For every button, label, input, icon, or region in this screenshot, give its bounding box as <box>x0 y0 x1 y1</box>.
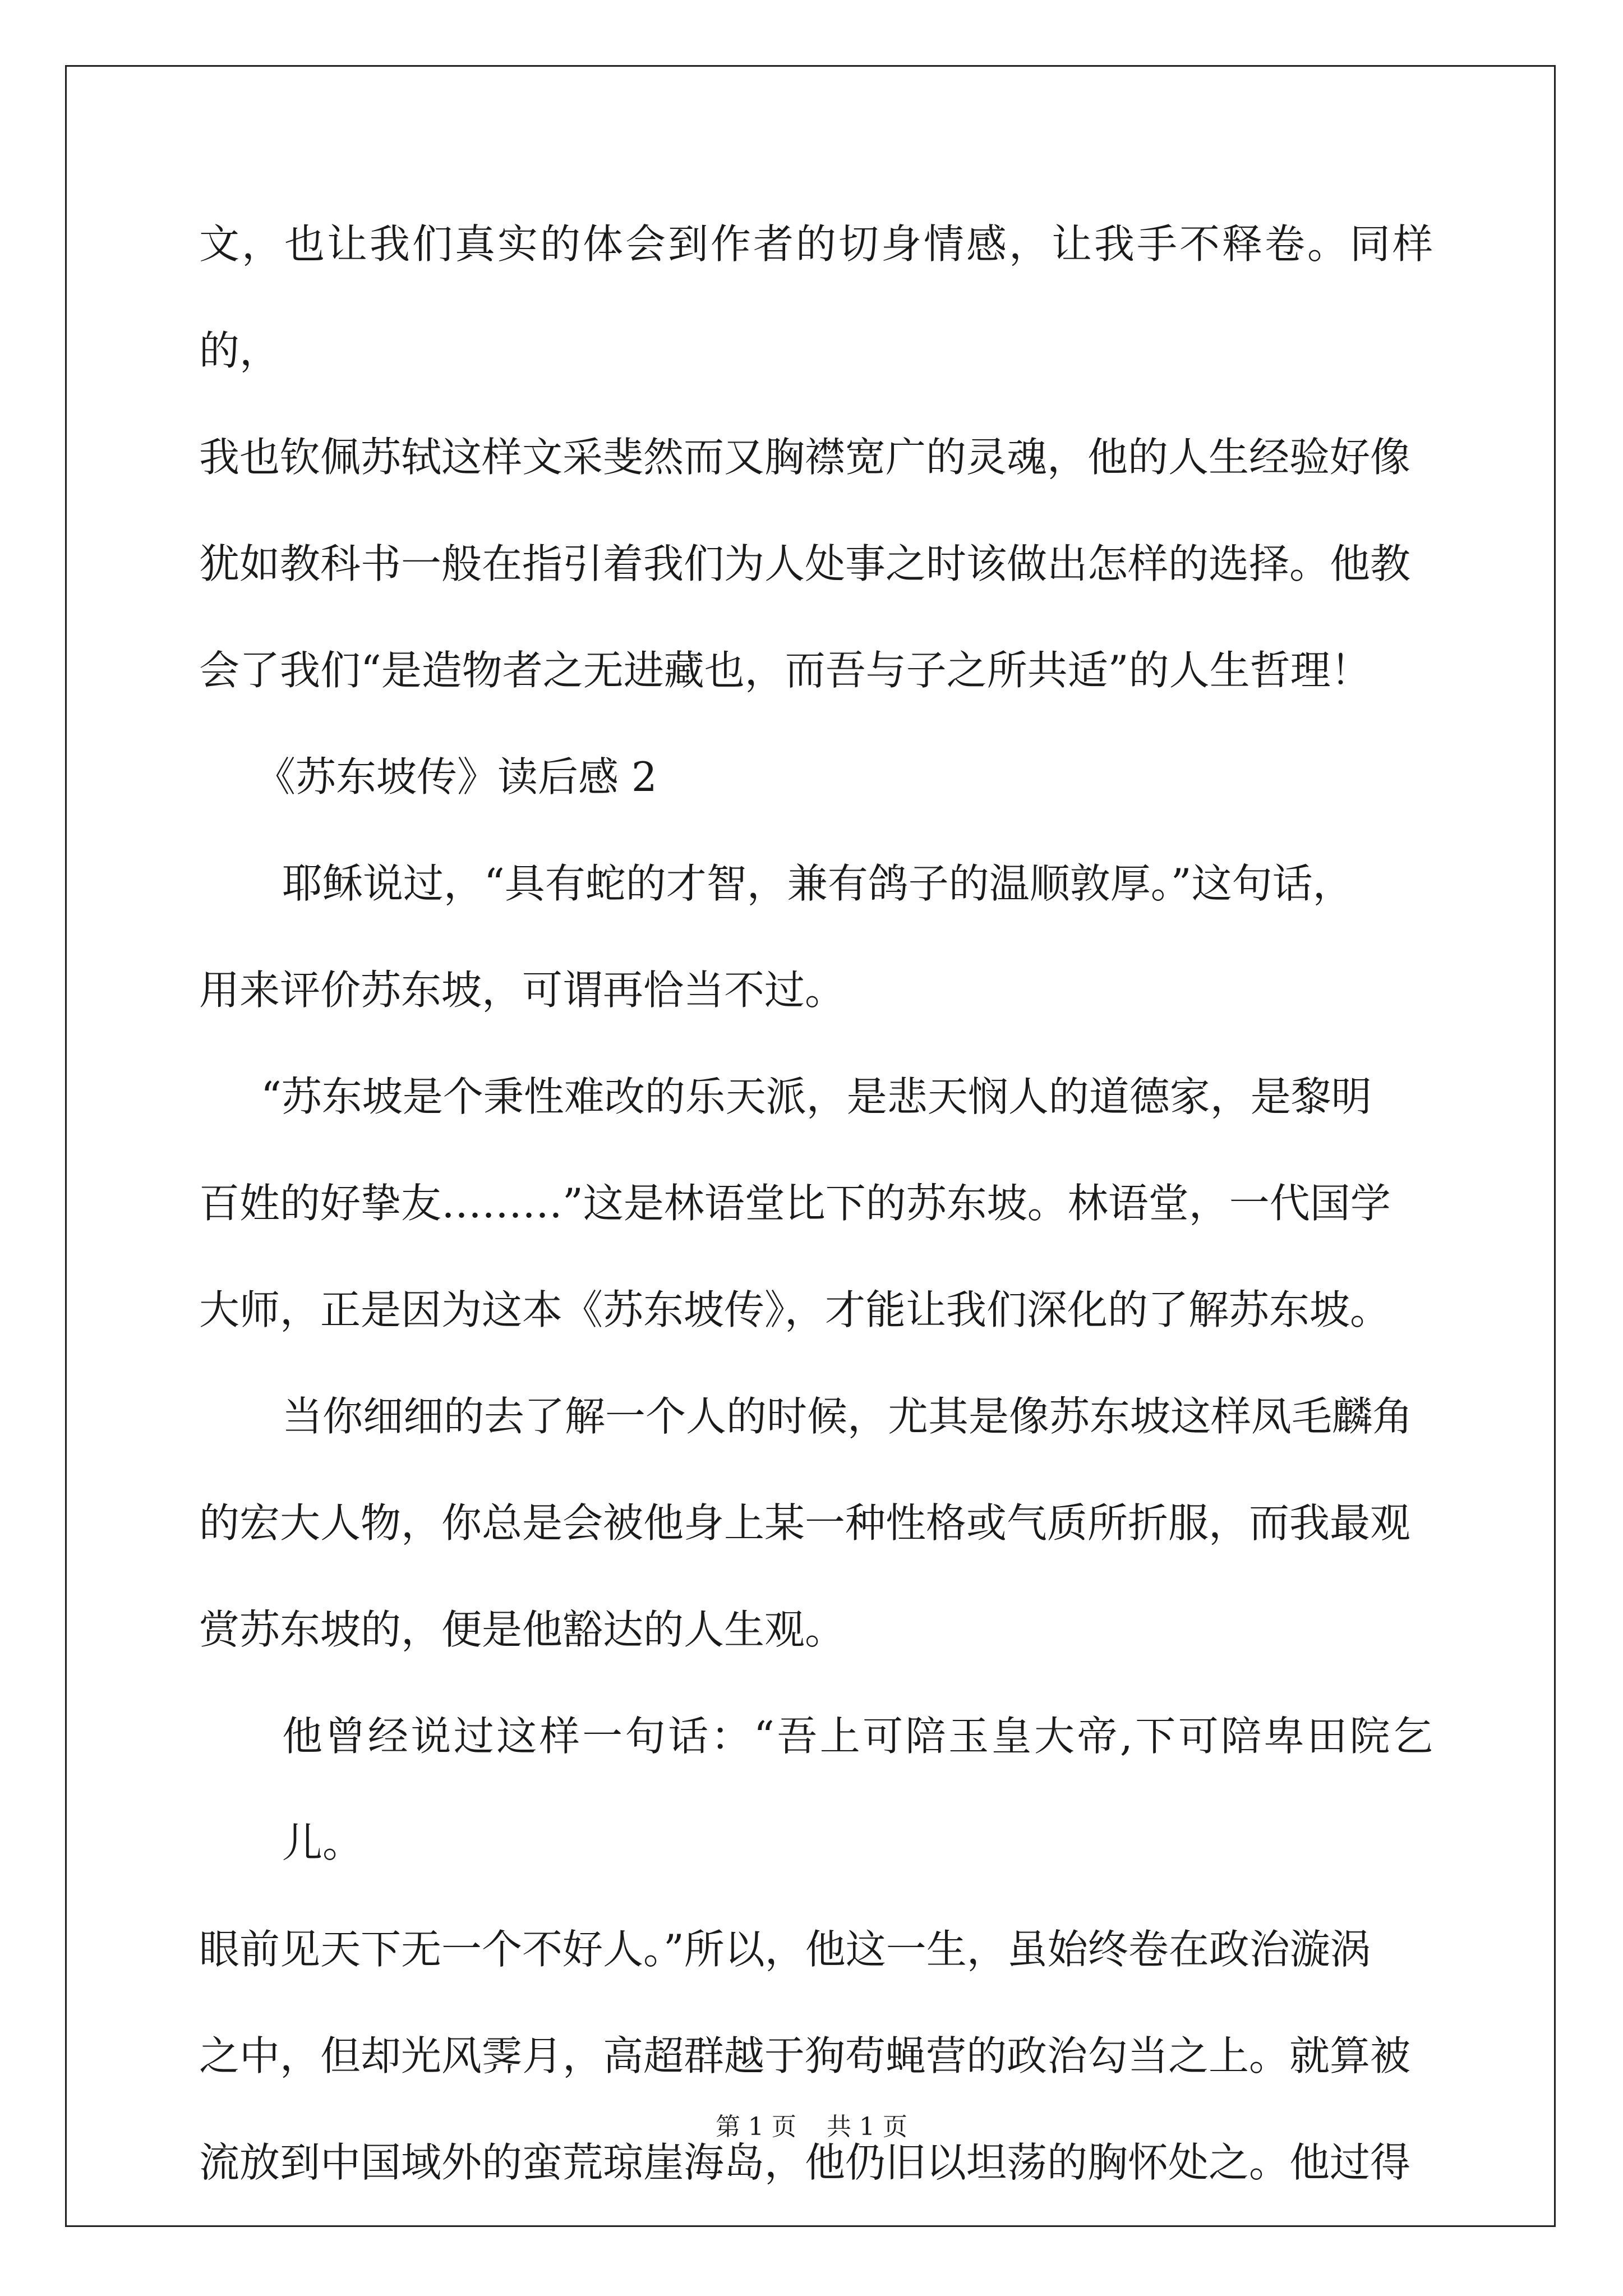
text-line: 犹如教科书一般在指引着我们为人处事之时该做出怎样的选择。他教 <box>199 540 1411 587</box>
text-line: 百姓的好挚友………”这是林语堂比下的苏东坡。林语堂，一代国学 <box>199 1180 1391 1227</box>
text-line: 我也钦佩苏轼这样文采斐然而又胸襟宽广的灵魂，他的人生经验好像 <box>199 434 1411 481</box>
text-line: 之中，但却光风霁月，高超群越于狗苟蝇营的政治勾当之上。就算被 <box>199 2032 1411 2079</box>
text-line: 他曾经说过这样一句话：“吾上可陪玉皇大帝,下可陪卑田院乞儿。 <box>282 1713 1433 1866</box>
text-line: 当你细细的去了解一个人的时候，尤其是像苏东坡这样凤毛麟角 <box>282 1393 1413 1440</box>
page-number: 第 1 页 <box>716 2113 796 2141</box>
text-line: 用来评价苏东坡，可谓再恰当不过。 <box>199 967 846 1014</box>
text-line: 流放到中国域外的蛮荒琼崖海岛，他仍旧以坦荡的胸怀处之。他过得 <box>199 2139 1411 2186</box>
text-line: 耶稣说过，“具有蛇的才智，兼有鸽子的温顺敦厚。”这句话， <box>282 860 1353 907</box>
paragraph-3 <box>199 1363 1433 1683</box>
text-line: 大师，正是因为这本《苏东坡传》，才能让我们深化的了解苏东坡。 <box>199 1286 1391 1333</box>
paragraph-1 <box>199 830 1433 1043</box>
page-footer <box>0 2106 1623 2142</box>
text-line: 眼前见天下无一个不好人。”所以，他这一生，虽始终卷在政治漩涡 <box>199 1926 1371 1973</box>
text-line: 文，也让我们真实的体会到作者的切身情感，让我手不释卷。同样的， <box>199 220 1433 374</box>
text-line: 会了我们“是造物者之无进藏也，而吾与子之所共适”的人生哲理！ <box>199 647 1371 694</box>
section-title: 《苏东坡传》读后感 2 <box>255 753 657 800</box>
document-body <box>199 191 1433 2216</box>
paragraph-2 <box>199 1043 1433 1363</box>
page-total: 共 1 页 <box>827 2113 907 2141</box>
text-line: 的宏大人物，你总是会被他身上某一种性格或气质所折服，而我最观 <box>199 1499 1411 1547</box>
text-line: “苏东坡是个秉性难改的乐天派，是悲天悯人的道德家，是黎明 <box>261 1073 1372 1120</box>
text-line: 赏苏东坡的，便是他豁达的人生观。 <box>199 1606 846 1653</box>
paragraph-continued <box>199 191 1433 724</box>
